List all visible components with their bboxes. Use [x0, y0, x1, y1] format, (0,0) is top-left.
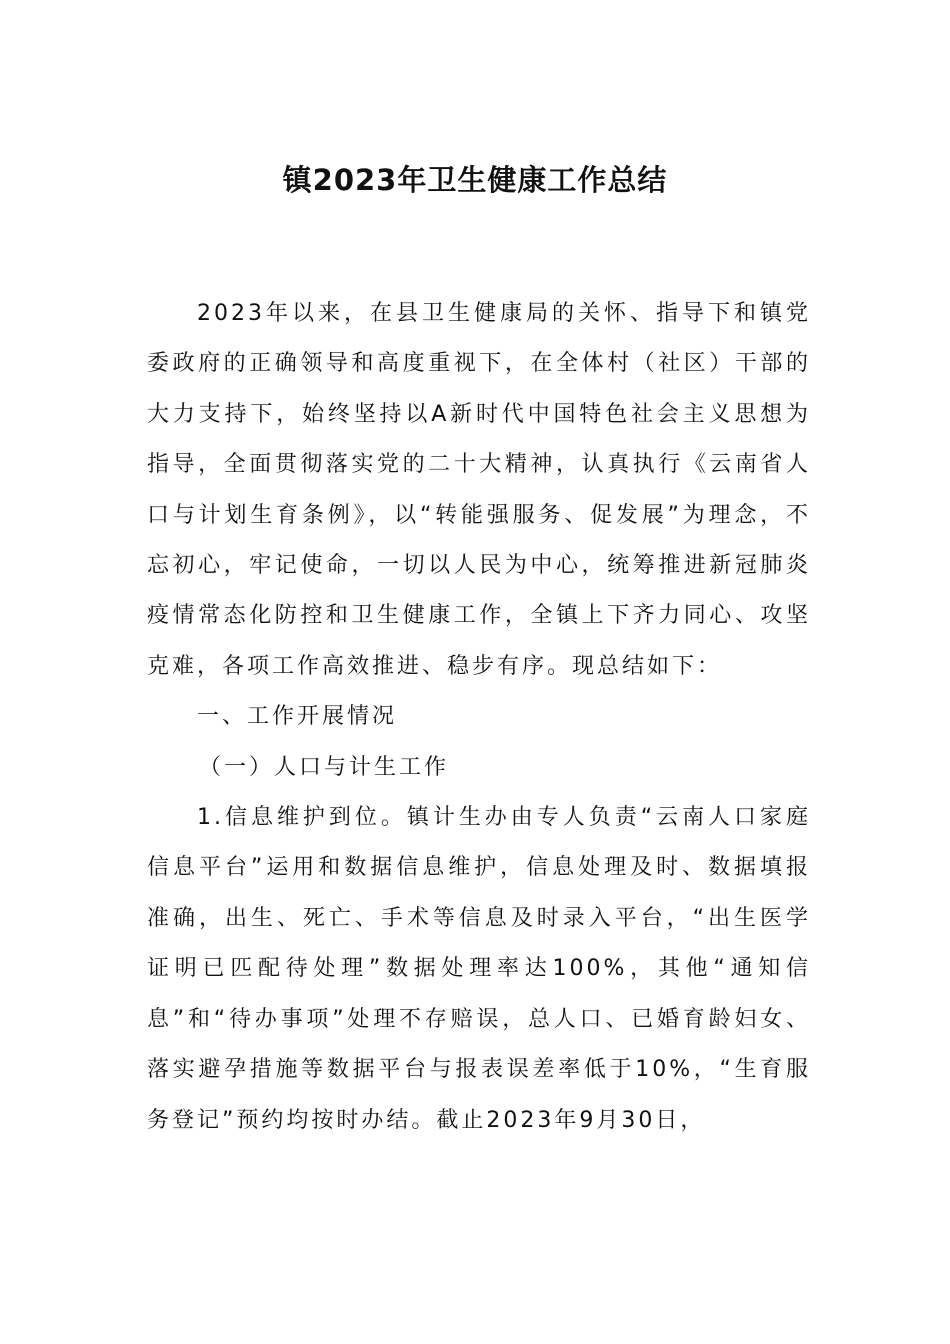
section-heading: 一、工作开展情况 [197, 704, 398, 730]
intro-paragraph: 2023年以来，在县卫生健康局的关怀、指导下和镇党委政府的正确领导和高度重视下，在全体村（社区）干部的大力支持下，始终坚持以A新时代中国特色社会主义思想为指导，全面贯彻落实党的二十大精神，认真执行《云南省人口与计划生育条例》，以“转能强服务、促发展”为理念，不忘初心，牢记使命，一切以人民为中心，统筹推进新冠肺炎疫情常态化防控和卫生健康工作，全镇上下齐力同心、攻坚克难，各项工作高效推进、稳步有序。现总结如下： [147, 301, 811, 679]
document-title: 镇2023年卫生健康工作总结 [282, 163, 668, 197]
item-paragraph: 1.信息维护到位。镇计生办由专人负责“云南人口家庭信息平台”运用和数据信息维护，信息处理及时、数据填报准确，出生、死亡、手术等信息及时录入平台，“出生医学证明已匹配待处理”数据处理率达100%，其他“通知信息”和“待办事项”处理不存赔误，总人口、已婚育龄妇女、落实避孕措施等数据平台与报表误差率低于10%，“生育服务登记”预约均按时办结。截止2023年9月30日， [147, 805, 811, 1133]
document-body [147, 289, 811, 1146]
subsection-heading: （一）人口与计生工作 [199, 754, 450, 780]
